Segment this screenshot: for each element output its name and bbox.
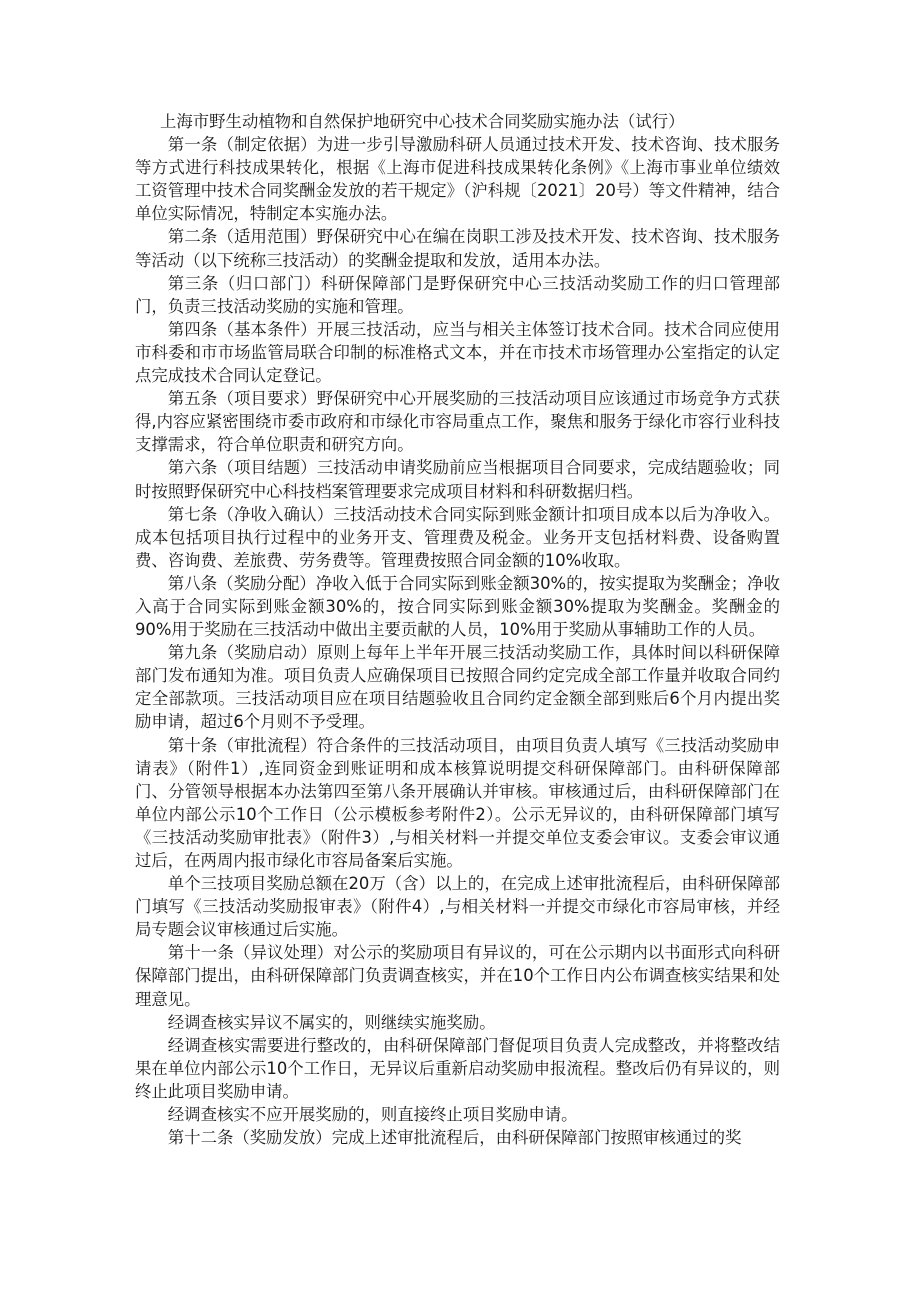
article-10-supplement-paragraph: 单个三技项目奖励总额在20万（含）以上的，在完成上述审批流程后，由科研保障部门填写《三技活动奖励报审表》（附件4）,与相关材料一并提交市绿化市容局审核，并经局专题会议审核通过后实施。	[135, 874, 780, 940]
document-title: 上海市野生动植物和自然保护地研究中心技术合同奖励实施办法（试行）	[160, 112, 685, 131]
article-1-paragraph: 第一条（制定依据）为进一步引导激励科研人员通过技术开发、技术咨询、技术服务等方式进行科技成果转化，根据《上海市促进科技成果转化条例》《上海市事业单位绩效工资管理中技术合同奖酬金发放的若干规定》（沪科规〔2021〕20号）等文件精神，结合单位实际情况，特制定本实施办法。	[135, 135, 780, 224]
article-2-paragraph: 第二条（适用范围）野保研究中心在编在岗职工涉及技术开发、技术咨询、技术服务等活动（以下统称三技活动）的奖酬金提取和发放，适用本办法。	[135, 227, 780, 270]
article-3-paragraph: 第三条（归口部门）科研保障部门是野保研究中心三技活动奖励工作的归口管理部门，负责三技活动奖励的实施和管理。	[135, 273, 780, 316]
article-4-paragraph: 第四条（基本条件）开展三技活动，应当与相关主体签订技术合同。技术合同应使用市科委和市市场监管局联合印制的标准格式文本，并在市技术市场管理办公室指定的认定点完成技术合同认定登记。	[135, 319, 780, 386]
document-page	[135, 110, 780, 1149]
article-10-paragraph: 第十条（审批流程）符合条件的三技活动项目，由项目负责人填写《三技活动奖励申请表》（附件1）,连同资金到账证明和成本核算说明提交科研保障部门。由科研保障部门、分管领导根据本办法第四至第八条开展确认并审核。审核通过后，由科研保障部门在单位内部公示10个工作日（公示模板参考附件2）。公示无异议的，由科研保障部门填写《三技活动奖励审批表》（附件3）,与相关材料一并提交单位支委会审议。支委会审议通过后，在两周内报市绿化市容局备案后实施。	[135, 735, 780, 870]
article-8-paragraph: 第八条（奖励分配）净收入低于合同实际到账金额30%的，按实提取为奖酬金；净收入高于合同实际到账金额30%的，按合同实际到账金额30%提取为奖酬金。奖酬金的90%用于奖励在三技活动中做出主要贡献的人员，10%用于奖励从事辅助工作的人员。	[135, 573, 780, 640]
article-9-paragraph: 第九条（奖励启动）原则上每年上半年开展三技活动奖励工作，具体时间以科研保障部门发布通知为准。项目负责人应确保项目已按照合同约定完成全部工作量并收取合同约定全部款项。三技活动项目应在项目结题验收且合同约定金额全部到账后6个月内提出奖励申请，超过6个月则不予受理。	[135, 643, 780, 732]
article-7-paragraph: 第七条（净收入确认）三技活动技术合同实际到账金额计扣项目成本以后为净收入。成本包括项目执行过程中的业务开支、管理费及税金。业务开支包括材料费、设备购置费、咨询费、差旅费、劳务费等。管理费按照合同金额的10%收取。	[135, 504, 780, 570]
article-11-clause-2-paragraph: 经调查核实需要进行整改的，由科研保障部门督促项目负责人完成整改，并将整改结果在单位内部公示10个工作日，无异议后重新启动奖励申报流程。整改后仍有异议的，则终止此项目奖励申请。	[135, 1035, 780, 1101]
article-11-clause-3-paragraph: 经调查核实不应开展奖励的，则直接终止项目奖励申请。	[167, 1105, 578, 1125]
article-6-paragraph: 第六条（项目结题）三技活动申请奖励前应当根据项目合同要求，完成结题验收；同时按照野保研究中心科技档案管理要求完成项目材料和科研数据归档。	[135, 458, 780, 501]
article-11-clause-1-paragraph: 经调查核实异议不属实的，则继续实施奖励。	[167, 1012, 496, 1032]
article-12-paragraph: 第十二条（奖励发放）完成上述审批流程后，由科研保障部门按照审核通过的奖	[167, 1128, 742, 1148]
article-5-paragraph: 第五条（项目要求）野保研究中心开展奖励的三技活动项目应该通过市场竞争方式获得,内容应紧密围绕市委市政府和市绿化市容局重点工作，聚焦和服务于绿化市容行业科技支撑需求，符合单位职责和研究方向。	[135, 389, 780, 455]
article-11-paragraph: 第十一条（异议处理）对公示的奖励项目有异议的，可在公示期内以书面形式向科研保障部门提出，由科研保障部门负责调查核实，并在10个工作日内公布调查核实结果和处理意见。	[135, 943, 780, 1009]
